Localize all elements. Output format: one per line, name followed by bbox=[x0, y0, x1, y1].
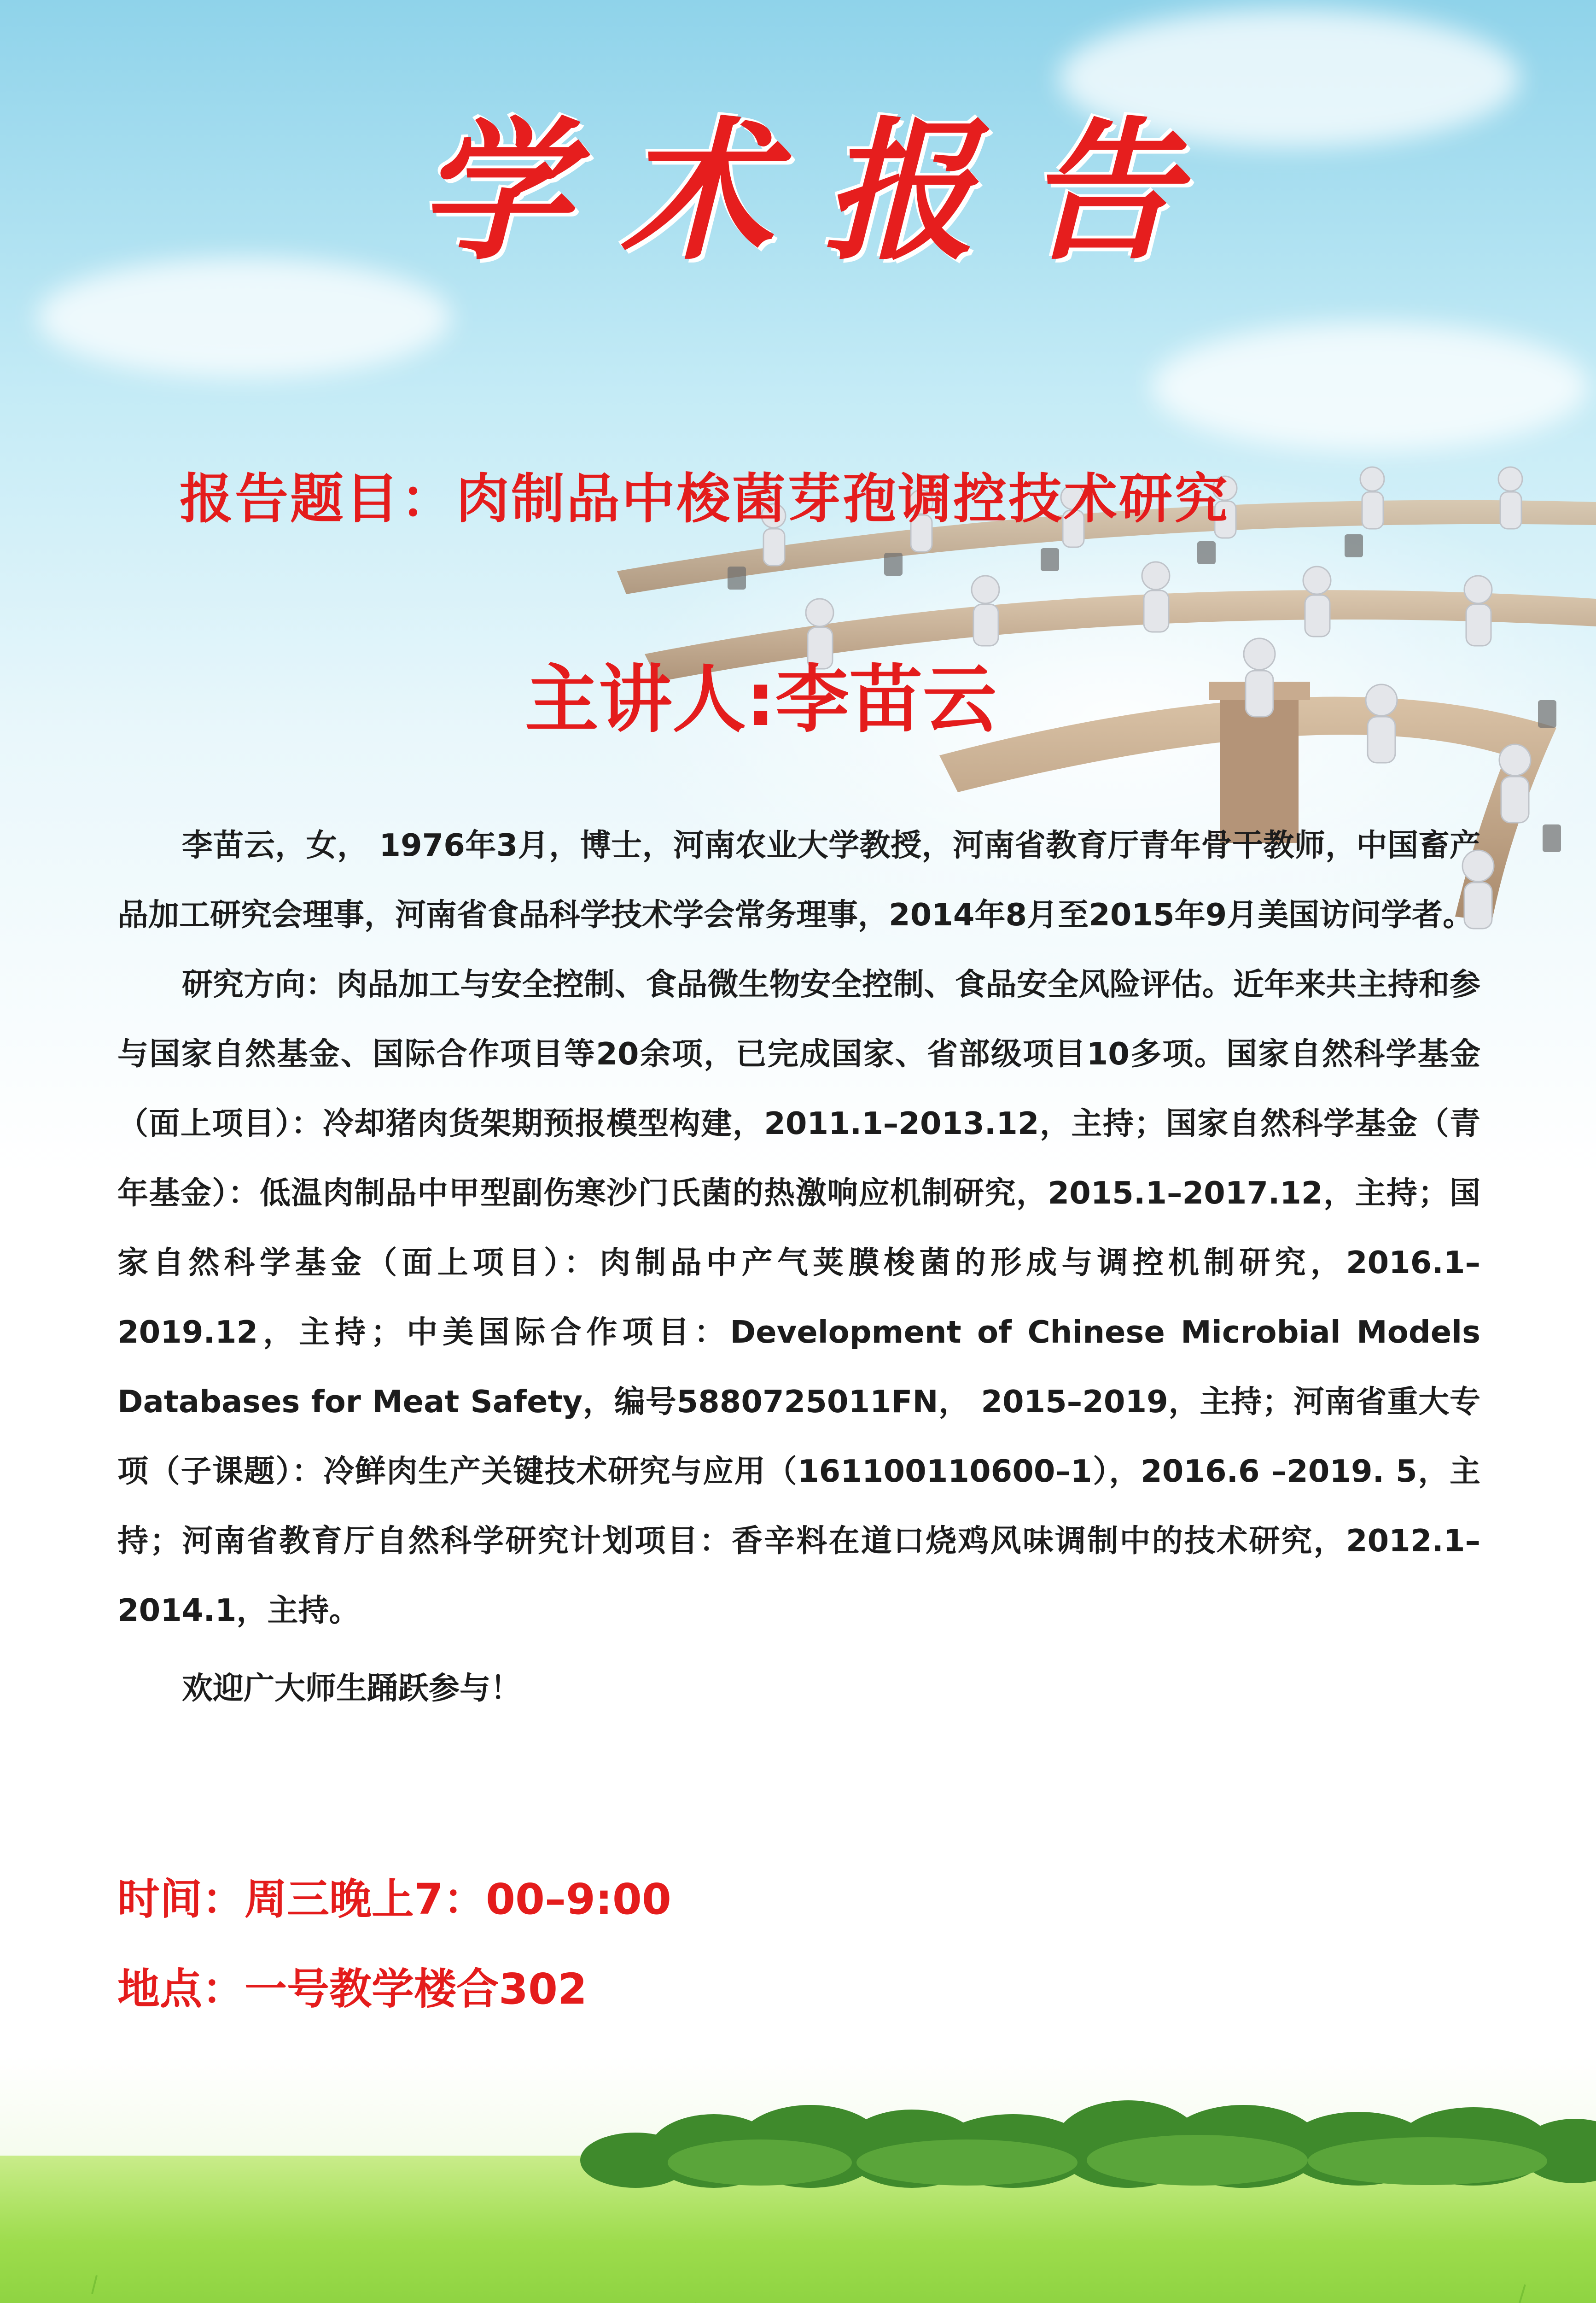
research-description: 研究方向：肉品加工与安全控制、食品微生物安全控制、食品安全风险评估。近年来共主持和参与国家自然基金、国际合作项目等20余项，已完成国家、省部级项目10多项。国家自然科学基金（面上项目）：冷却猪肉货架期预报模型构建，2011.1–2013.12，主持；国家自然科学基金（青年基金）：低温肉制品中甲型副伤寒沙门氏菌的热激响应机制研究，2015.1–2017.12，主持；国家自然科学基金（面上项目）：肉制品中产气荚膜梭菌的形成与调控机制研究，2016.1–2019.12，主持；中美国际合作项目：Development of Chinese Microbial Models Databases for Meat Safety，编号5880725011FN， 2015–2019，主持；河南省重大专项（子课题）：冷鲜肉生产关键技术研究与应用（161100110600–1），2016.6 –2019. 5，主持；河南省教育厅自然科学研究计划项目：香辛料在道口烧鸡风味调制中的技术研究，2012.1–2014.1，主持。 bbox=[117, 966, 1480, 1628]
cloud bbox=[37, 258, 451, 378]
event-time: 时间：周三晚上7：00–9:00 bbox=[117, 1875, 671, 1924]
event-location: 地点：一号教学楼合302 bbox=[117, 1964, 588, 2014]
poster-title: 学术报告 bbox=[418, 102, 1229, 281]
speaker: 主讲人:李苗云 bbox=[525, 656, 996, 742]
welcome-message: 欢迎广大师生踊跃参与！ bbox=[182, 1670, 521, 1706]
speaker-bio: 李苗云，女， 1976年3月，博士，河南农业大学教授，河南省教育厅青年骨干教师，中国畜产品加工研究会理事，河南省食品科学技术学会常务理事，2014年8月至2015年9月美国访问学者。 bbox=[117, 827, 1480, 933]
main-content bbox=[117, 811, 1480, 1723]
grass-landscape bbox=[0, 2063, 1596, 2303]
report-topic: 报告题目：肉制品中梭菌芽孢调控技术研究 bbox=[180, 468, 1229, 530]
cloud bbox=[1151, 322, 1589, 451]
